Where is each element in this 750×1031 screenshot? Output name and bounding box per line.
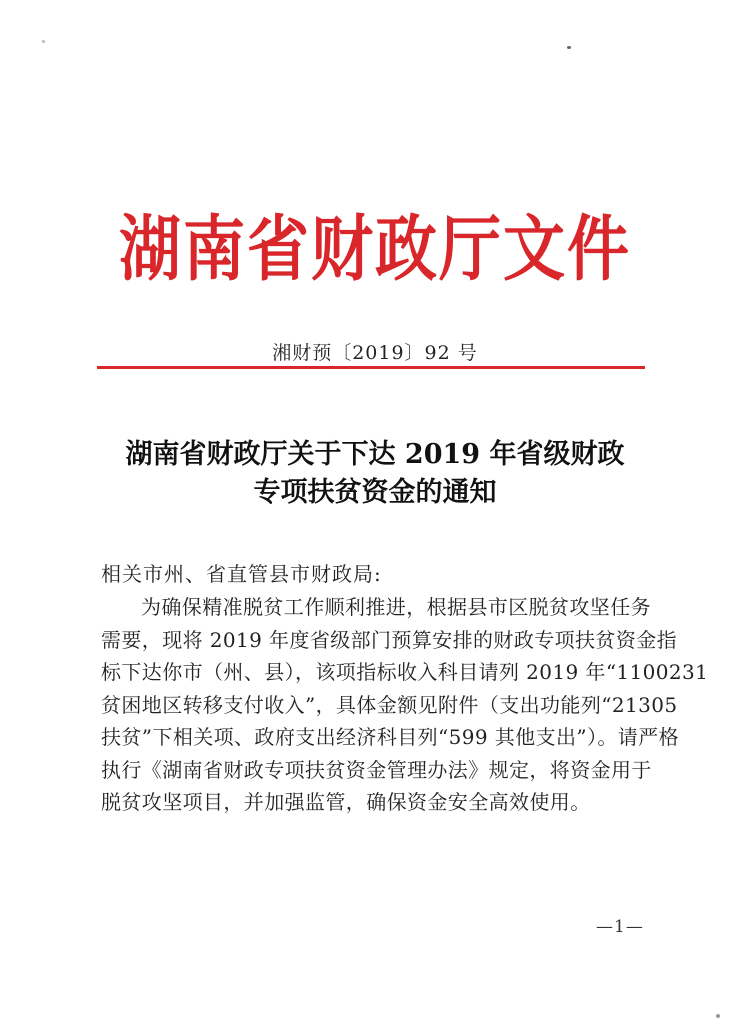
scan-speck (42, 40, 45, 43)
scan-speck (567, 46, 571, 49)
page-number: —1— (596, 917, 644, 937)
body-line: 脱贫攻坚项目，并加强监管，确保资金安全高效使用。 (101, 790, 591, 814)
issuing-authority-header: 湖南省财政厅文件 (118, 206, 631, 291)
red-separator-line (97, 366, 645, 369)
salutation: 相关市州、省直管县市财政局: (101, 562, 382, 586)
title-line-2: 专项扶贫资金的通知 (253, 477, 497, 508)
body-paragraph (101, 591, 709, 819)
body-line: 执行《湖南省财政专项扶贫资金管理办法》规定，将资金用于 (101, 757, 652, 782)
body-line: 需要，现将 2019 年度省级部门预算安排的财政专项扶贫资金指 (101, 627, 678, 652)
body-line: 标下达你市（州、县），该项指标收入科目请列 2019 年“1100231 (101, 660, 709, 684)
body-line: 贫困地区转移支付收入”，具体金额见附件（支出功能列“21305 (101, 692, 678, 717)
title-line-1: 湖南省财政厅关于下达 2019 年省级财政 (125, 439, 625, 470)
body-line: 为确保精准脱贫工作顺利推进，根据县市区脱贫攻坚任务 (141, 595, 651, 619)
body-line: 扶贫”下相关项、政府支出经济科目列“599 其他支出”）。请严格 (101, 725, 680, 749)
scan-speck (716, 1014, 720, 1018)
document-number: 湘财预〔2019〕92 号 (272, 342, 478, 364)
document-title (0, 436, 750, 512)
